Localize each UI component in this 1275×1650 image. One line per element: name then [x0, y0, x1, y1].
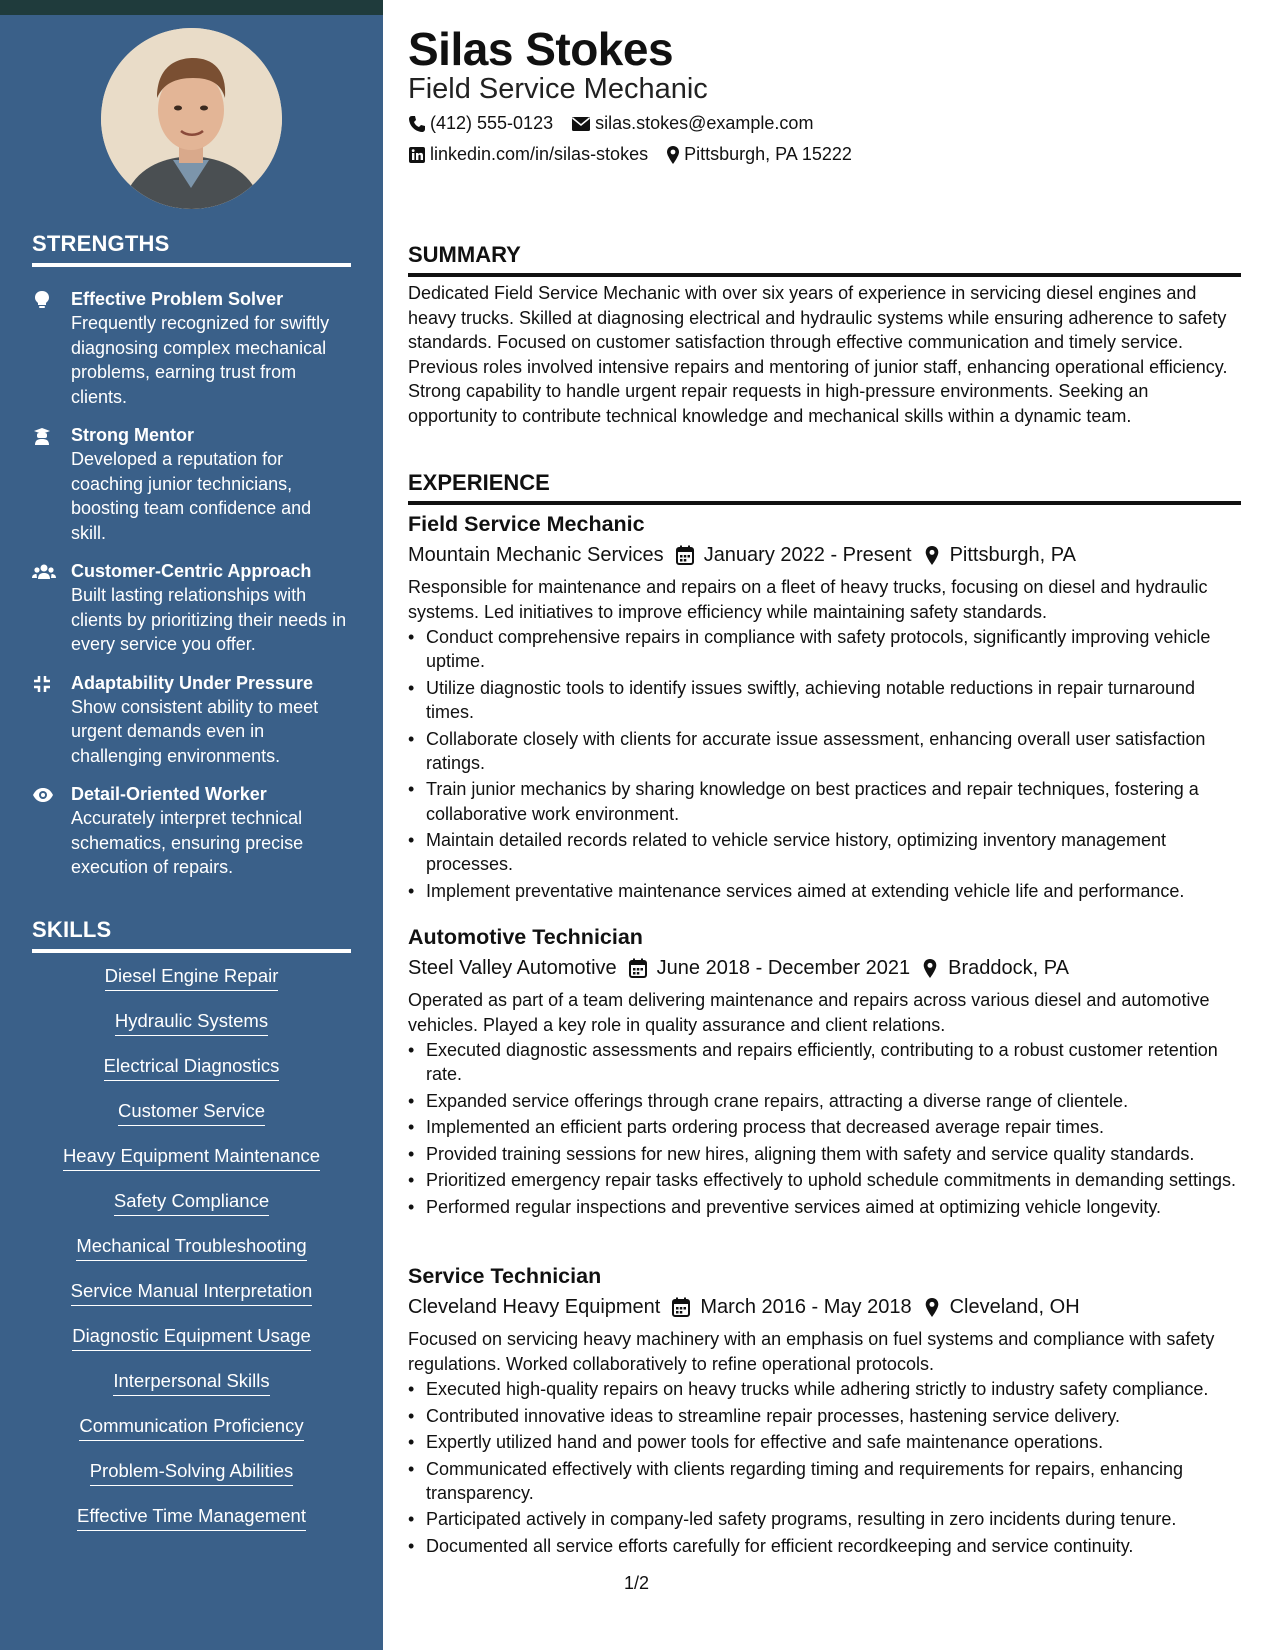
job-bullet: • Participated actively in company-led safety programs, resulting in zero incidents during tenure. — [408, 1507, 1241, 1531]
strength-item — [32, 423, 351, 545]
skill-tag: Customer Service — [118, 1100, 265, 1126]
skills-heading: SKILLS — [32, 917, 351, 953]
strength-description: Accurately interpret technical schematics, ensuring precise execution of repairs. — [71, 808, 304, 877]
skill-tag: Interpersonal Skills — [113, 1370, 269, 1396]
skill-tag: Problem-Solving Abilities — [90, 1460, 294, 1486]
skill-tag: Diesel Engine Repair — [105, 965, 279, 991]
job-bullet: • Conduct comprehensive repairs in compliance with safety protocols, significantly improving vehicle uptime. — [408, 625, 1241, 673]
eye-icon — [32, 785, 54, 805]
calendar-icon — [629, 958, 647, 978]
calendar-icon — [672, 1297, 690, 1317]
map-pin-icon — [666, 145, 680, 165]
strength-description: Developed a reputation for coaching junior technicians, boosting team confidence and skill. — [71, 449, 312, 543]
compress-icon — [32, 674, 54, 694]
envelope-icon — [571, 116, 591, 132]
profile-photo — [101, 28, 282, 209]
mentor-icon — [32, 426, 54, 446]
linkedin-text: linkedin.com/in/silas-stokes — [430, 144, 649, 164]
job-dates: January 2022 - Present — [703, 544, 912, 566]
candidate-title: Field Service Mechanic — [408, 73, 708, 105]
strength-description: Built lasting relationships with clients by prioritizing their needs in every service you offer. — [71, 585, 347, 654]
job-entry — [408, 509, 1241, 905]
job-bullets — [408, 625, 1241, 903]
job-bullet: • Provided training sessions for new hires, aligning them with safety and service quality standards. — [408, 1142, 1241, 1166]
skill-tag: Hydraulic Systems — [115, 1010, 268, 1036]
job-location: Cleveland, OH — [949, 1296, 1080, 1318]
job-description: Focused on servicing heavy machinery with an emphasis on fuel systems and compliance with safety regulations. Worked collaboratively to refine operational protocols. — [408, 1329, 1215, 1374]
job-bullet: • Contributed innovative ideas to streamline repair processes, hastening service delivery. — [408, 1404, 1241, 1428]
strength-description: Show consistent ability to meet urgent demands even in challenging environments. — [71, 696, 319, 766]
strength-name: Customer-Centric Approach — [71, 561, 312, 581]
strength-item — [32, 559, 351, 657]
job-title: Service Technician — [408, 1264, 602, 1288]
job-meta — [408, 539, 1241, 571]
skill-tag: Electrical Diagnostics — [104, 1055, 280, 1081]
candidate-name: Silas Stokes — [408, 23, 674, 75]
phone-contact[interactable] — [408, 113, 553, 134]
job-title: Automotive Technician — [408, 925, 643, 949]
job-location: Braddock, PA — [948, 957, 1069, 979]
skill-tag: Safety Compliance — [114, 1190, 269, 1216]
job-bullet: • Implement preventative maintenance services aimed at extending vehicle life and performance. — [408, 879, 1241, 903]
job-bullet: • Implemented an efficient parts ordering process that decreased average repair times. — [408, 1115, 1241, 1139]
job-bullet: • Train junior mechanics by sharing knowledge on best practices and repair techniques, fostering a collaborative work environment. — [408, 777, 1241, 825]
strength-name: Effective Problem Solver — [71, 289, 284, 309]
strength-name: Adaptability Under Pressure — [71, 672, 314, 693]
job-bullet: • Utilize diagnostic tools to identify issues swiftly, achieving notable reductions in repair turnaround times. — [408, 676, 1241, 724]
job-bullet: • Maintain detailed records related to vehicle service history, optimizing inventory management processes. — [408, 828, 1241, 876]
skills-list — [32, 965, 351, 1550]
phone-text: (412) 555-0123 — [430, 113, 554, 133]
sidebar-top-band — [0, 0, 383, 15]
job-bullet: • Performed regular inspections and preventive services aimed at optimizing vehicle longevity. — [408, 1195, 1241, 1219]
job-bullet: • Executed high-quality repairs on heavy trucks while adhering strictly to industry safety compliance. — [408, 1377, 1241, 1401]
email-contact[interactable] — [571, 113, 813, 134]
job-bullet: • Documented all service efforts carefully for efficient recordkeeping and service continuity. — [408, 1534, 1241, 1558]
map-pin-icon — [924, 545, 940, 566]
strengths-heading: STRENGTHS — [32, 231, 351, 267]
sidebar — [0, 15, 383, 1650]
map-pin-icon — [922, 958, 938, 979]
job-description: Responsible for maintenance and repairs on a fleet of heavy trucks, focusing on diesel and hydraulic systems. Led initiatives to improve efficiency while maintaining safety standards. — [408, 577, 1208, 622]
job-meta — [408, 952, 1241, 984]
experience-heading: EXPERIENCE — [408, 470, 1241, 505]
strength-description: Frequently recognized for swiftly diagnosing complex mechanical problems, earning trust from clients. — [71, 313, 330, 407]
map-pin-icon — [924, 1297, 940, 1318]
email-text: silas.stokes@example.com — [595, 113, 814, 133]
job-bullet: • Executed diagnostic assessments and repairs efficiently, contributing to a robust customer retention rate. — [408, 1038, 1241, 1086]
linkedin-icon — [408, 146, 426, 164]
summary-heading: SUMMARY — [408, 242, 1241, 277]
job-entry — [408, 1261, 1241, 1560]
job-meta — [408, 1291, 1241, 1323]
strength-item — [32, 782, 351, 880]
job-dates: June 2018 - December 2021 — [656, 957, 911, 979]
job-company: Steel Valley Automotive — [408, 957, 617, 979]
job-bullets — [408, 1038, 1241, 1219]
location-contact — [666, 144, 852, 165]
job-entry — [408, 922, 1241, 1221]
job-dates: March 2016 - May 2018 — [700, 1296, 912, 1318]
strength-item — [32, 287, 351, 409]
strength-name: Detail-Oriented Worker — [71, 784, 267, 804]
summary-text: Dedicated Field Service Mechanic with over six years of experience in servicing diesel engines and heavy trucks. Skilled at diagnosing electrical and hydraulic systems while ensuring adherence to safety standards. Focused on customer satisfaction through effective communication and timely service. Previous roles involved intensive repairs and mentoring of junior staff, enhancing operational efficiency. Strong capability to handle urgent repair requests in high-pressure environments. Seeking an opportunity to contribute technical knowledge and mechanical skills within a dynamic team. — [408, 283, 1228, 426]
linkedin-contact[interactable] — [408, 144, 648, 165]
skill-tag: Diagnostic Equipment Usage — [72, 1325, 311, 1351]
job-bullet: • Collaborate closely with clients for accurate issue assessment, enhancing overall user satisfaction ratings. — [408, 727, 1241, 775]
job-bullet: • Expanded service offerings through crane repairs, attracting a diverse range of clientele. — [408, 1089, 1241, 1113]
job-bullet: • Expertly utilized hand and power tools for effective and safe maintenance operations. — [408, 1430, 1241, 1454]
job-bullets — [408, 1377, 1241, 1558]
phone-icon — [408, 115, 426, 133]
job-bullet: • Prioritized emergency repair tasks effectively to uphold schedule commitments in demanding settings. — [408, 1168, 1241, 1192]
location-text: Pittsburgh, PA 15222 — [684, 144, 852, 164]
job-location: Pittsburgh, PA — [949, 544, 1076, 566]
strengths-list — [32, 287, 351, 894]
skill-tag: Service Manual Interpretation — [71, 1280, 313, 1306]
job-company: Mountain Mechanic Services — [408, 544, 664, 566]
skill-tag: Mechanical Troubleshooting — [76, 1235, 306, 1261]
page-number: 1/2 — [624, 1573, 650, 1593]
lightbulb-icon — [32, 290, 54, 310]
contact-row — [408, 144, 870, 165]
strength-item — [32, 671, 351, 769]
job-title: Field Service Mechanic — [408, 512, 645, 536]
skill-tag: Heavy Equipment Maintenance — [63, 1145, 320, 1171]
job-bullet: • Communicated effectively with clients regarding timing and requirements for repairs, enhancing transparency. — [408, 1457, 1241, 1505]
job-description: Operated as part of a team delivering maintenance and repairs across various diesel and automotive vehicles. Played a key role in quality assurance and client relations. — [408, 990, 1210, 1035]
calendar-icon — [676, 545, 694, 565]
skill-tag: Effective Time Management — [77, 1505, 306, 1531]
users-icon — [32, 562, 54, 582]
skill-tag: Communication Proficiency — [79, 1415, 303, 1441]
job-company: Cleveland Heavy Equipment — [408, 1296, 661, 1318]
strength-name: Strong Mentor — [71, 425, 194, 445]
contact-row — [408, 113, 831, 134]
